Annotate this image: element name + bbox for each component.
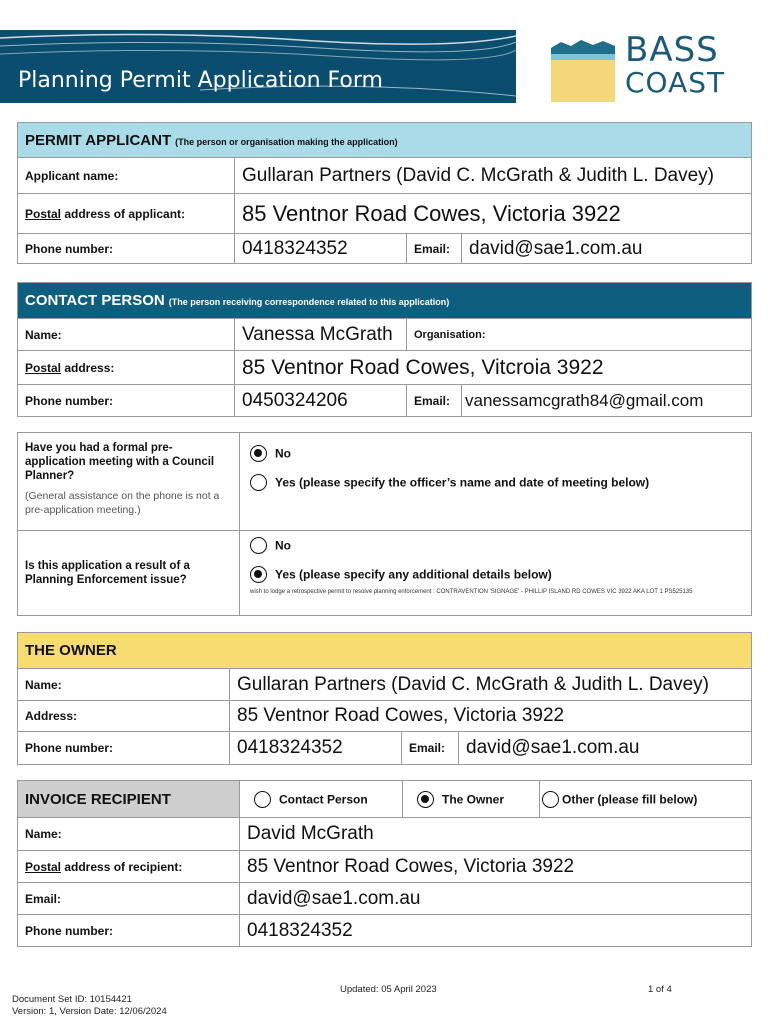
form-title: Planning Permit Application Form (18, 68, 383, 93)
owner-phone-label: Phone number: (18, 732, 230, 765)
section-subtitle: (The person or organisation making the application) (175, 136, 398, 147)
invoice-name-label: Name: (18, 818, 240, 851)
applicant-name-label: Applicant name: (18, 158, 235, 194)
radio-icon[interactable] (250, 474, 267, 491)
applicant-email-label: Email: (407, 234, 462, 264)
radio-selected-icon[interactable] (250, 445, 267, 462)
footer-updated: Updated: 05 April 2023 (340, 984, 437, 995)
contact-name-field[interactable]: Vanessa McGrath (235, 319, 407, 351)
enforcement-details-field[interactable]: wish to lodge a retrospective permit to resolve planning enforcement : CONTRAVENTION 'SIGNAGE' - PHILLIP ISLAND RD COWES VIC 3922 AKA LOT 1 PS525135 (250, 589, 693, 595)
invoice-email-label: Email: (18, 883, 240, 915)
applicant-postal-field[interactable]: 85 Ventnor Road Cowes, Victoria 3922 (235, 194, 752, 234)
logo-text-coast: COAST (625, 66, 726, 99)
owner-address-field[interactable]: 85 Ventnor Road Cowes, Victoria 3922 (230, 701, 752, 732)
q1-option-yes[interactable]: Yes (please specify the officer’s name and date of meeting below) (250, 474, 744, 491)
contact-person-section (17, 282, 752, 417)
footer-document-set-id: Document Set ID: 10154421 (12, 994, 132, 1005)
owner-phone-field[interactable]: 0418324352 (230, 732, 402, 765)
invoice-postal-label: Postal address of recipient: (18, 851, 240, 883)
applicant-name-field[interactable]: Gullaran Partners (David C. McGrath & Judith L. Davey) (235, 158, 752, 194)
invoice-email-field[interactable]: david@sae1.com.au (240, 883, 752, 915)
radio-selected-icon[interactable] (417, 791, 434, 808)
owner-email-label: Email: (402, 732, 459, 765)
permit-applicant-header (18, 123, 752, 158)
applicant-postal-label: Postal address of applicant: (18, 194, 235, 234)
applicant-phone-label: Phone number: (18, 234, 235, 264)
invoice-option-contact[interactable]: Contact Person (240, 781, 403, 818)
owner-name-label: Name: (18, 669, 230, 701)
invoice-option-other[interactable]: Other (please fill below) (540, 781, 752, 818)
invoice-name-field[interactable]: David McGrath (240, 818, 752, 851)
applicant-email-field[interactable]: david@sae1.com.au (462, 234, 752, 264)
invoice-postal-field[interactable]: 85 Ventnor Road Cowes, Victoria 3922 (240, 851, 752, 883)
contact-person-header (18, 283, 752, 319)
q2-option-yes[interactable]: Yes (please specify any additional details below) (250, 566, 744, 583)
bass-coast-logo-icon (551, 30, 615, 102)
radio-selected-icon[interactable] (250, 566, 267, 583)
section-title: THE OWNER (25, 642, 117, 659)
radio-icon[interactable] (254, 791, 271, 808)
invoice-option-owner[interactable]: The Owner (403, 781, 540, 818)
owner-header (18, 633, 752, 669)
invoice-phone-field[interactable]: 0418324352 (240, 915, 752, 947)
q2-option-no[interactable]: No (250, 537, 744, 554)
section-title: CONTACT PERSON (25, 292, 165, 309)
pre-application-note: (General assistance on the phone is not a pre-application meeting.) (25, 490, 220, 516)
owner-name-field[interactable]: Gullaran Partners (David C. McGrath & Judith L. Davey) (230, 669, 752, 701)
enforcement-question (18, 531, 240, 616)
contact-name-label: Name: (18, 319, 235, 351)
owner-section (17, 632, 752, 765)
contact-email-field[interactable]: vanessamcgrath84@gmail.com (462, 385, 752, 417)
contact-email-label: Email: (407, 385, 462, 417)
footer-version: Version: 1, Version Date: 12/06/2024 (12, 1006, 167, 1017)
pre-application-question (18, 433, 240, 531)
contact-phone-label: Phone number: (18, 385, 235, 417)
contact-organisation-field[interactable]: Organisation: (407, 319, 752, 351)
permit-applicant-section (17, 122, 752, 264)
questions-section (17, 432, 752, 616)
q1-option-no[interactable]: No (250, 445, 744, 462)
contact-postal-field[interactable]: 85 Ventnor Road Cowes, Vitcroia 3922 (235, 351, 752, 385)
owner-email-field[interactable]: david@sae1.com.au (459, 732, 752, 765)
applicant-phone-field[interactable]: 0418324352 (235, 234, 407, 264)
section-subtitle: (The person receiving correspondence related to this application) (168, 297, 450, 307)
contact-phone-field[interactable]: 0450324206 (235, 385, 407, 417)
contact-postal-label: Postal address: (18, 351, 235, 385)
enforcement-question-label: Is this application a result of a Planning Enforcement issue? (25, 560, 190, 586)
invoice-recipient-header (18, 781, 240, 818)
pre-application-question-label: Have you had a formal pre-application meeting with a Council Planner? (25, 442, 215, 482)
section-title: INVOICE RECIPIENT (25, 790, 171, 808)
invoice-recipient-section (17, 780, 752, 947)
invoice-phone-label: Phone number: (18, 915, 240, 947)
footer-page-number: 1 of 4 (648, 984, 672, 995)
radio-icon[interactable] (542, 791, 559, 808)
owner-address-label: Address: (18, 701, 230, 732)
section-title: PERMIT APPLICANT (25, 131, 172, 149)
logo-text-bass: BASS (625, 30, 719, 70)
radio-icon[interactable] (250, 537, 267, 554)
header-banner (0, 30, 516, 103)
